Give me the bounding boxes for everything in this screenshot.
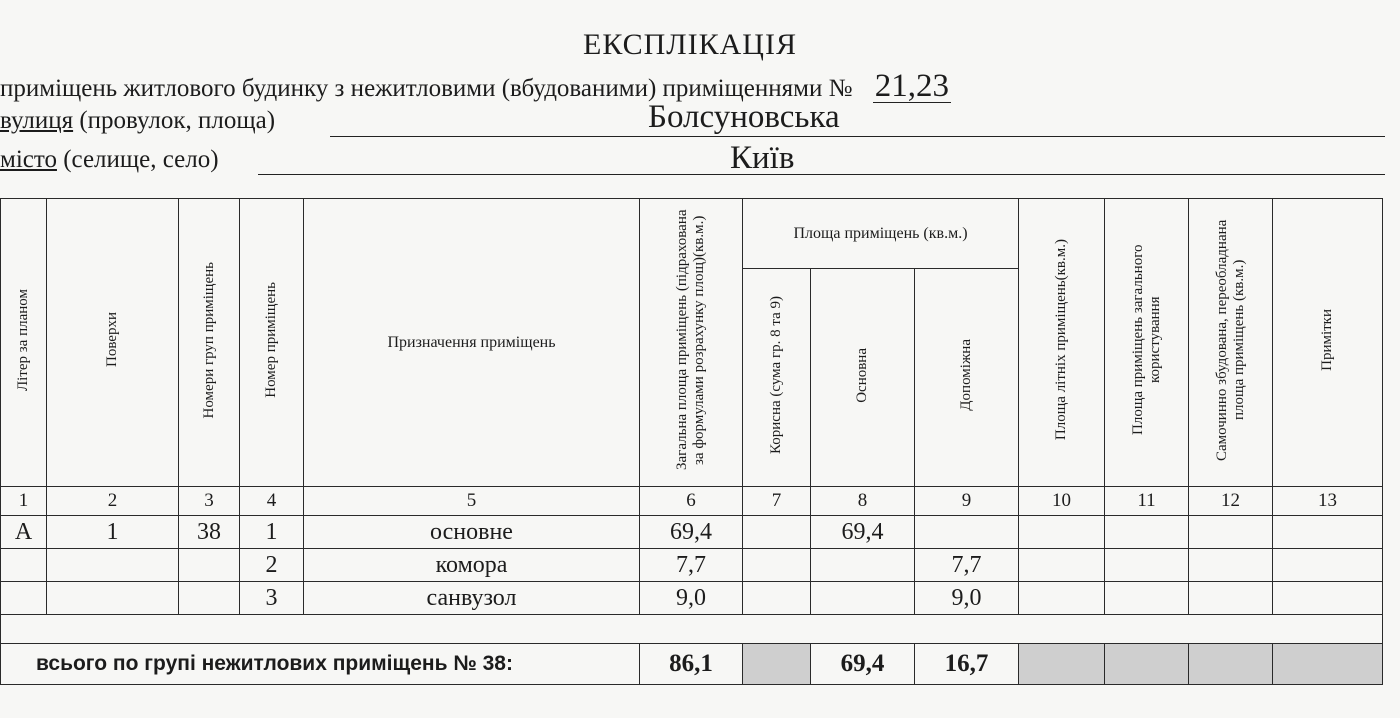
header-notes: Примітки <box>1273 199 1383 487</box>
cell-liter <box>1 549 47 582</box>
cell-liter <box>1 582 47 615</box>
col-number: 9 <box>915 487 1019 516</box>
street-line <box>0 107 275 135</box>
cell-empty <box>1019 582 1105 615</box>
premises-number: 21,23 <box>874 68 949 104</box>
city-line <box>0 146 219 174</box>
header-auxiliary: Допоміжна <box>915 269 1019 487</box>
street-label-rest: (провулок, площа) <box>73 107 276 134</box>
cell-empty <box>1273 516 1383 549</box>
col-number: 11 <box>1105 487 1189 516</box>
col-number: 8 <box>811 487 915 516</box>
street-fill-line <box>330 136 1385 137</box>
col-number: 13 <box>1273 487 1383 516</box>
cell-main: 69,4 <box>811 516 915 549</box>
cell-group: 38 <box>179 516 240 549</box>
cell-empty <box>1189 549 1273 582</box>
header-total-area: Загальна площа приміщень (підрахована за формулами розрахунку площ)(кв.м.) <box>640 199 743 487</box>
header-liter: Літер за планом <box>1 199 47 487</box>
street-value: Болсуновська <box>648 99 840 135</box>
cell-group <box>179 549 240 582</box>
explication-table <box>0 198 1383 685</box>
header-common-area: Площа приміщень загального користування <box>1105 199 1189 487</box>
cell-group <box>179 582 240 615</box>
cell-main <box>811 549 915 582</box>
cell-floor <box>47 582 179 615</box>
col-number: 6 <box>640 487 743 516</box>
cell-aux <box>915 516 1019 549</box>
col-number: 5 <box>304 487 640 516</box>
col-number: 3 <box>179 487 240 516</box>
table-row <box>1 516 1383 549</box>
building-label: приміщень житлового будинку з нежитловими (вбудованими) приміщеннями № <box>0 75 853 102</box>
cell-floor: 1 <box>47 516 179 549</box>
table-row <box>1 549 1383 582</box>
col-number: 2 <box>47 487 179 516</box>
city-value: Київ <box>730 140 795 176</box>
table-row <box>1 582 1383 615</box>
city-fill-line <box>258 174 1385 175</box>
cell-empty <box>1189 582 1273 615</box>
cell-empty <box>1105 516 1189 549</box>
header-room-number: Номер приміщень <box>240 199 304 487</box>
cell-room-number: 2 <box>240 549 304 582</box>
header-main: Основна <box>811 269 915 487</box>
cell-room-number: 3 <box>240 582 304 615</box>
cell-empty <box>1019 516 1105 549</box>
street-label-underlined: вулиця <box>0 107 74 134</box>
header-area-group: Площа приміщень (кв.м.) <box>743 199 1019 269</box>
header-unauthorized-area: Самочинно збудована, переобладнана площа приміщень (кв.м.) <box>1189 199 1273 487</box>
spacer-cell <box>1 615 1383 644</box>
col-number: 1 <box>1 487 47 516</box>
spacer-row <box>1 615 1383 644</box>
cell-purpose: комора <box>304 549 640 582</box>
city-label-rest: (селище, село) <box>56 146 219 173</box>
total-empty <box>1019 644 1105 685</box>
header-summer-area: Площа літніх приміщень(кв.м.) <box>1019 199 1105 487</box>
total-main: 69,4 <box>811 644 915 685</box>
header-purpose: Призначення приміщень <box>304 199 640 487</box>
document-title: ЕКСПЛІКАЦІЯ <box>583 28 797 61</box>
total-row <box>1 644 1383 685</box>
cell-useful <box>743 549 811 582</box>
cell-purpose: основне <box>304 516 640 549</box>
cell-liter: А <box>1 516 47 549</box>
total-empty <box>1273 644 1383 685</box>
cell-empty <box>1105 549 1189 582</box>
cell-main <box>811 582 915 615</box>
cell-empty <box>1189 516 1273 549</box>
cell-empty <box>1019 549 1105 582</box>
header-floors: Поверхи <box>47 199 179 487</box>
total-aux: 16,7 <box>915 644 1019 685</box>
col-number: 10 <box>1019 487 1105 516</box>
cell-purpose: санвузол <box>304 582 640 615</box>
cell-aux: 9,0 <box>915 582 1019 615</box>
cell-total: 69,4 <box>640 516 743 549</box>
cell-useful <box>743 582 811 615</box>
header-group-numbers: Номери груп приміщень <box>179 199 240 487</box>
city-label-underlined: місто <box>0 146 57 173</box>
column-numbers-row <box>1 487 1383 516</box>
cell-empty <box>1273 549 1383 582</box>
cell-floor <box>47 549 179 582</box>
total-sum: 86,1 <box>640 644 743 685</box>
total-useful <box>743 644 811 685</box>
cell-total: 7,7 <box>640 549 743 582</box>
col-number: 4 <box>240 487 304 516</box>
col-number: 12 <box>1189 487 1273 516</box>
total-empty <box>1105 644 1189 685</box>
total-label: всього по групі нежитлових приміщень № 38: <box>1 644 640 685</box>
header-useful: Корисна (сума гр. 8 та 9) <box>743 269 811 487</box>
total-empty <box>1189 644 1273 685</box>
cell-total: 9,0 <box>640 582 743 615</box>
cell-empty <box>1273 582 1383 615</box>
cell-useful <box>743 516 811 549</box>
cell-empty <box>1105 582 1189 615</box>
col-number: 7 <box>743 487 811 516</box>
cell-aux: 7,7 <box>915 549 1019 582</box>
cell-room-number: 1 <box>240 516 304 549</box>
